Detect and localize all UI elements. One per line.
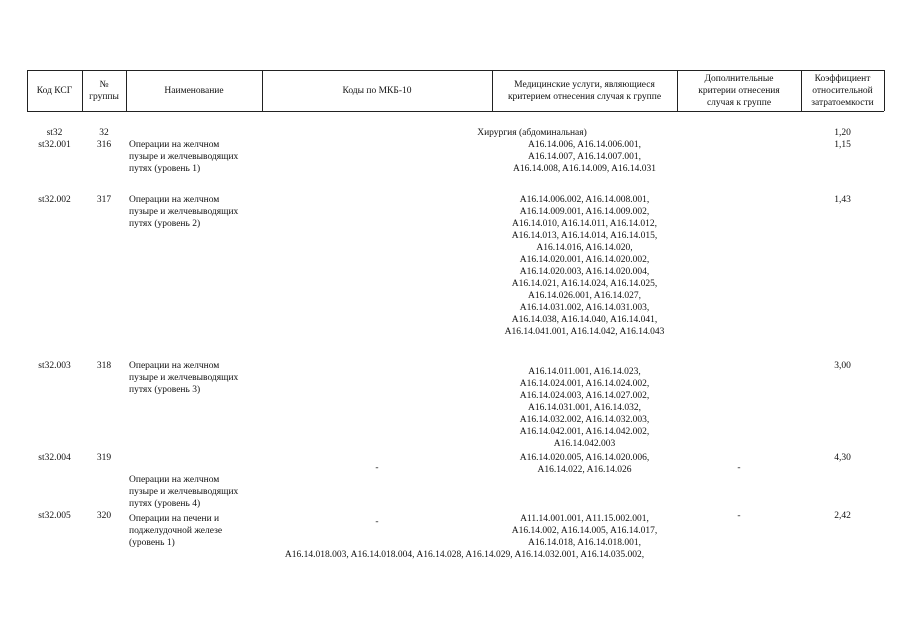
row-group: 320: [96, 511, 112, 521]
row-services: A16.14.006.002, A16.14.008.001, A16.14.009.001, A16.14.009.002, A16.14.010, A16.14.011, A16.14.012, A16.14.013, A16.14.014, A16.14.015, A16.14.016, A16.14.020, A16.14.020.001, A16.14.020.002, A16.14.020.003, A16.14.020.004, A16.14.021, A16.14.024, A16.14.025, A16.14.026.001, A16.14.027, A16.14.031.002, A16.14.031.003, A16.14.038, A16.14.040, A16.14.041, A16.14.041.001, A16.14.042, A16.14.043: [504, 195, 665, 337]
row-code: st32.002: [38, 195, 71, 205]
row-name: Операции на печени и поджелудочной железе (уровень 1): [129, 514, 223, 548]
row-extra-criteria: -: [737, 463, 741, 473]
header-services: Медицинские услуги, являющиеся критерием отнесения случая к группе: [507, 80, 662, 102]
row-name: Операции на желчном пузыре и желчевыводящих путях (уровень 2): [129, 195, 239, 229]
row-code: st32.003: [38, 361, 71, 371]
row-group: 316: [96, 140, 112, 150]
row-mkb-codes: -: [375, 517, 379, 527]
row-group: 319: [96, 453, 112, 463]
header-coefficient: Коэффициент относительной затратоемкости: [811, 74, 874, 108]
row-services: A16.14.006, A16.14.006.001, A16.14.007, A16.14.007.001, A16.14.008, A16.14.009, A16.14.031: [512, 140, 657, 174]
table-header-rule: [27, 111, 884, 112]
row-services: A11.14.001.001, A11.15.002.001, A16.14.002, A16.14.005, A16.14.017, A16.14.018, A16.14.018.001,: [511, 514, 658, 548]
row-services-continued: A16.14.018.003, A16.14.018.004, A16.14.028, A16.14.029, A16.14.032.001, A16.14.035.002,: [284, 550, 645, 560]
header-ksg-code: Код КСГ: [36, 86, 73, 96]
row-coefficient: 4,30: [834, 453, 851, 463]
row-mkb-codes: -: [375, 463, 379, 473]
row-name: Операции на желчном пузыре и желчевыводящих путях (уровень 4): [129, 475, 239, 509]
row-name: Операции на желчном пузыре и желчевыводящих путях (уровень 3): [129, 361, 239, 395]
header-mkb-codes: Коды по МКБ-10: [342, 86, 412, 96]
row-code: st32.001: [38, 140, 71, 150]
row-code: st32.005: [38, 511, 71, 521]
table-top-rule: [27, 70, 884, 71]
header-group-number: № группы: [89, 80, 119, 102]
row-services: A16.14.011.001, A16.14.023, A16.14.024.001, A16.14.024.002, A16.14.024.003, A16.14.027.002, A16.14.031.001, A16.14.032, A16.14.032.002, A16.14.032.003, A16.14.042.001, A16.14.042.002, A16.14.042.003: [519, 367, 650, 449]
row-coefficient: 1,15: [834, 140, 851, 150]
row-extra-criteria: -: [737, 511, 741, 521]
row-coefficient: 3,00: [834, 361, 851, 371]
header-name: Наименование: [164, 86, 224, 96]
row-name: Операции на желчном пузыре и желчевыводящих путях (уровень 1): [129, 140, 239, 174]
section-title: Хирургия (абдоминальная): [477, 128, 587, 138]
col-divider: [884, 70, 885, 111]
row-group: 318: [96, 361, 112, 371]
row-coefficient: 2,42: [834, 511, 851, 521]
row-code: st32.004: [38, 453, 71, 463]
header-extra-criteria: Дополнительные критерии отнесения случая к группе: [698, 74, 780, 108]
section-coefficient: 1,20: [834, 128, 851, 138]
section-code: st32: [46, 128, 63, 138]
row-services: A16.14.020.005, A16.14.020.006, A16.14.022, A16.14.026: [519, 453, 650, 475]
row-coefficient: 1,43: [834, 195, 851, 205]
section-group: 32: [99, 128, 109, 138]
row-group: 317: [96, 195, 112, 205]
